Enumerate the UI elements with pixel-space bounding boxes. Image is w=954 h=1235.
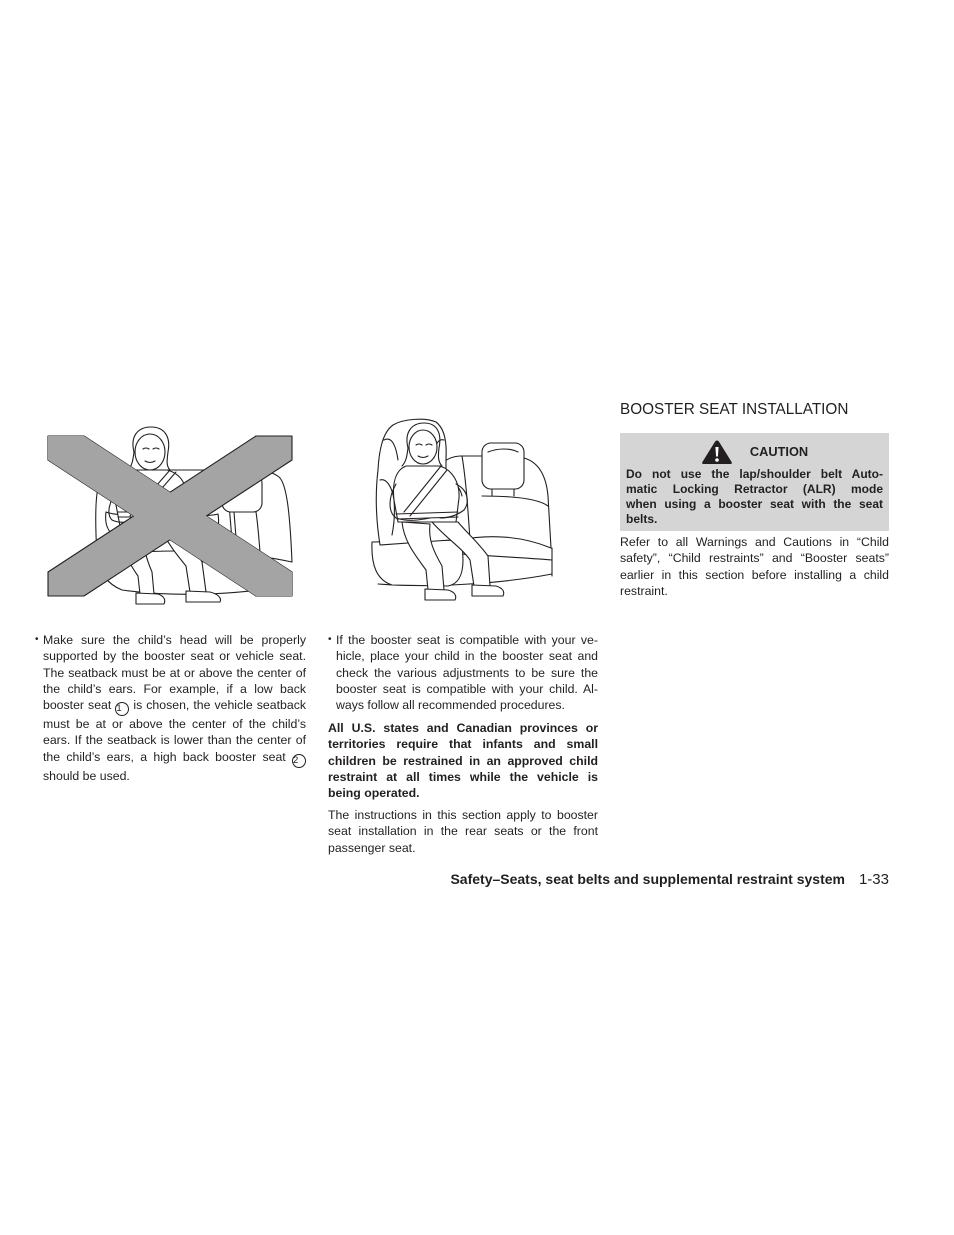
reference-paragraph bbox=[620, 534, 889, 599]
text-line: Make sure the child’s head will be properly bbox=[43, 633, 306, 647]
callout-marker-2: 2 bbox=[292, 754, 306, 768]
bullet-marker: • bbox=[35, 634, 39, 645]
text-line: Refer to all Warnings and Cautions in “Child bbox=[620, 535, 889, 549]
text-line: The instructions in this section apply to booster bbox=[328, 808, 598, 822]
text-line: safety”, “Child restraints” and “Booster seats” bbox=[620, 551, 889, 566]
text-line: earlier in this section before installing a child bbox=[620, 567, 889, 582]
callout-marker-1: 1 bbox=[115, 702, 129, 716]
text-line: should be used. bbox=[43, 768, 130, 783]
text-line: All U.S. states and Canadian provinces or bbox=[328, 721, 598, 735]
section-heading: BOOSTER SEAT INSTALLATION bbox=[620, 401, 849, 418]
text-line: ears. If the seatback is lower than the center of bbox=[43, 733, 306, 748]
text-line: supported by the booster seat or vehicle seat. bbox=[43, 649, 306, 664]
footer-section-title: Safety–Seats, seat belts and supplemental restraint system bbox=[450, 871, 845, 887]
incorrect-booster-illustration bbox=[40, 425, 300, 615]
cross-mark bbox=[48, 436, 292, 596]
text-line: restraint. bbox=[620, 583, 668, 598]
text-line: belts. bbox=[626, 512, 658, 526]
text-line: If the booster seat is compatible with your ve- bbox=[336, 633, 598, 647]
caution-header bbox=[620, 433, 889, 467]
text-line bbox=[43, 697, 306, 716]
caution-text bbox=[620, 467, 889, 527]
text-line: Do not use the lap/shoulder belt Auto- bbox=[626, 467, 883, 481]
text-line: the child’s ears. For example, if a low back bbox=[43, 681, 306, 696]
page-footer bbox=[450, 871, 889, 888]
middle-bullet-text bbox=[336, 632, 598, 713]
text-line: ways follow all recommended procedures. bbox=[336, 698, 565, 712]
text-line: booster seat is compatible with your child. Al- bbox=[336, 681, 598, 696]
text-line: matic Locking Retractor (ALR) mode bbox=[626, 482, 883, 496]
text-line: must be at or above the center of the child’s bbox=[43, 717, 306, 731]
left-bullet-item bbox=[35, 632, 306, 784]
left-bullet-text bbox=[43, 632, 306, 784]
text-segment: the child’s ears, a high back booster seat bbox=[43, 749, 286, 764]
bullet-marker: • bbox=[328, 634, 332, 645]
caution-label: CAUTION bbox=[749, 443, 809, 459]
text-line bbox=[43, 749, 306, 768]
text-line: seat installation in the rear seats or the front bbox=[328, 824, 598, 839]
text-line: The seatback must be at or above the center of bbox=[43, 665, 306, 680]
text-line: when using a booster seat with the seat bbox=[626, 497, 883, 511]
middle-bullet-item bbox=[328, 632, 598, 713]
legal-requirement-notice bbox=[328, 720, 598, 801]
text-line: hicle, place your child in the booster seat and bbox=[336, 649, 598, 664]
text-segment: booster seat bbox=[43, 698, 112, 712]
warning-triangle-icon bbox=[701, 439, 733, 465]
text-line: passenger seat. bbox=[328, 840, 416, 855]
correct-booster-illustration bbox=[365, 415, 560, 605]
caution-box bbox=[620, 433, 889, 531]
text-line: territories require that infants and small bbox=[328, 737, 598, 752]
page-number: 1-33 bbox=[858, 871, 889, 888]
text-line: check the various adjustments to be sure the bbox=[336, 665, 598, 680]
text-segment: is chosen, the vehicle seatback bbox=[133, 698, 306, 712]
text-line: restraint at all times while the vehicle is bbox=[328, 769, 598, 784]
text-line: children be restrained in an approved child bbox=[328, 753, 598, 768]
instructions-paragraph bbox=[328, 807, 598, 856]
text-line: being operated. bbox=[328, 786, 420, 800]
